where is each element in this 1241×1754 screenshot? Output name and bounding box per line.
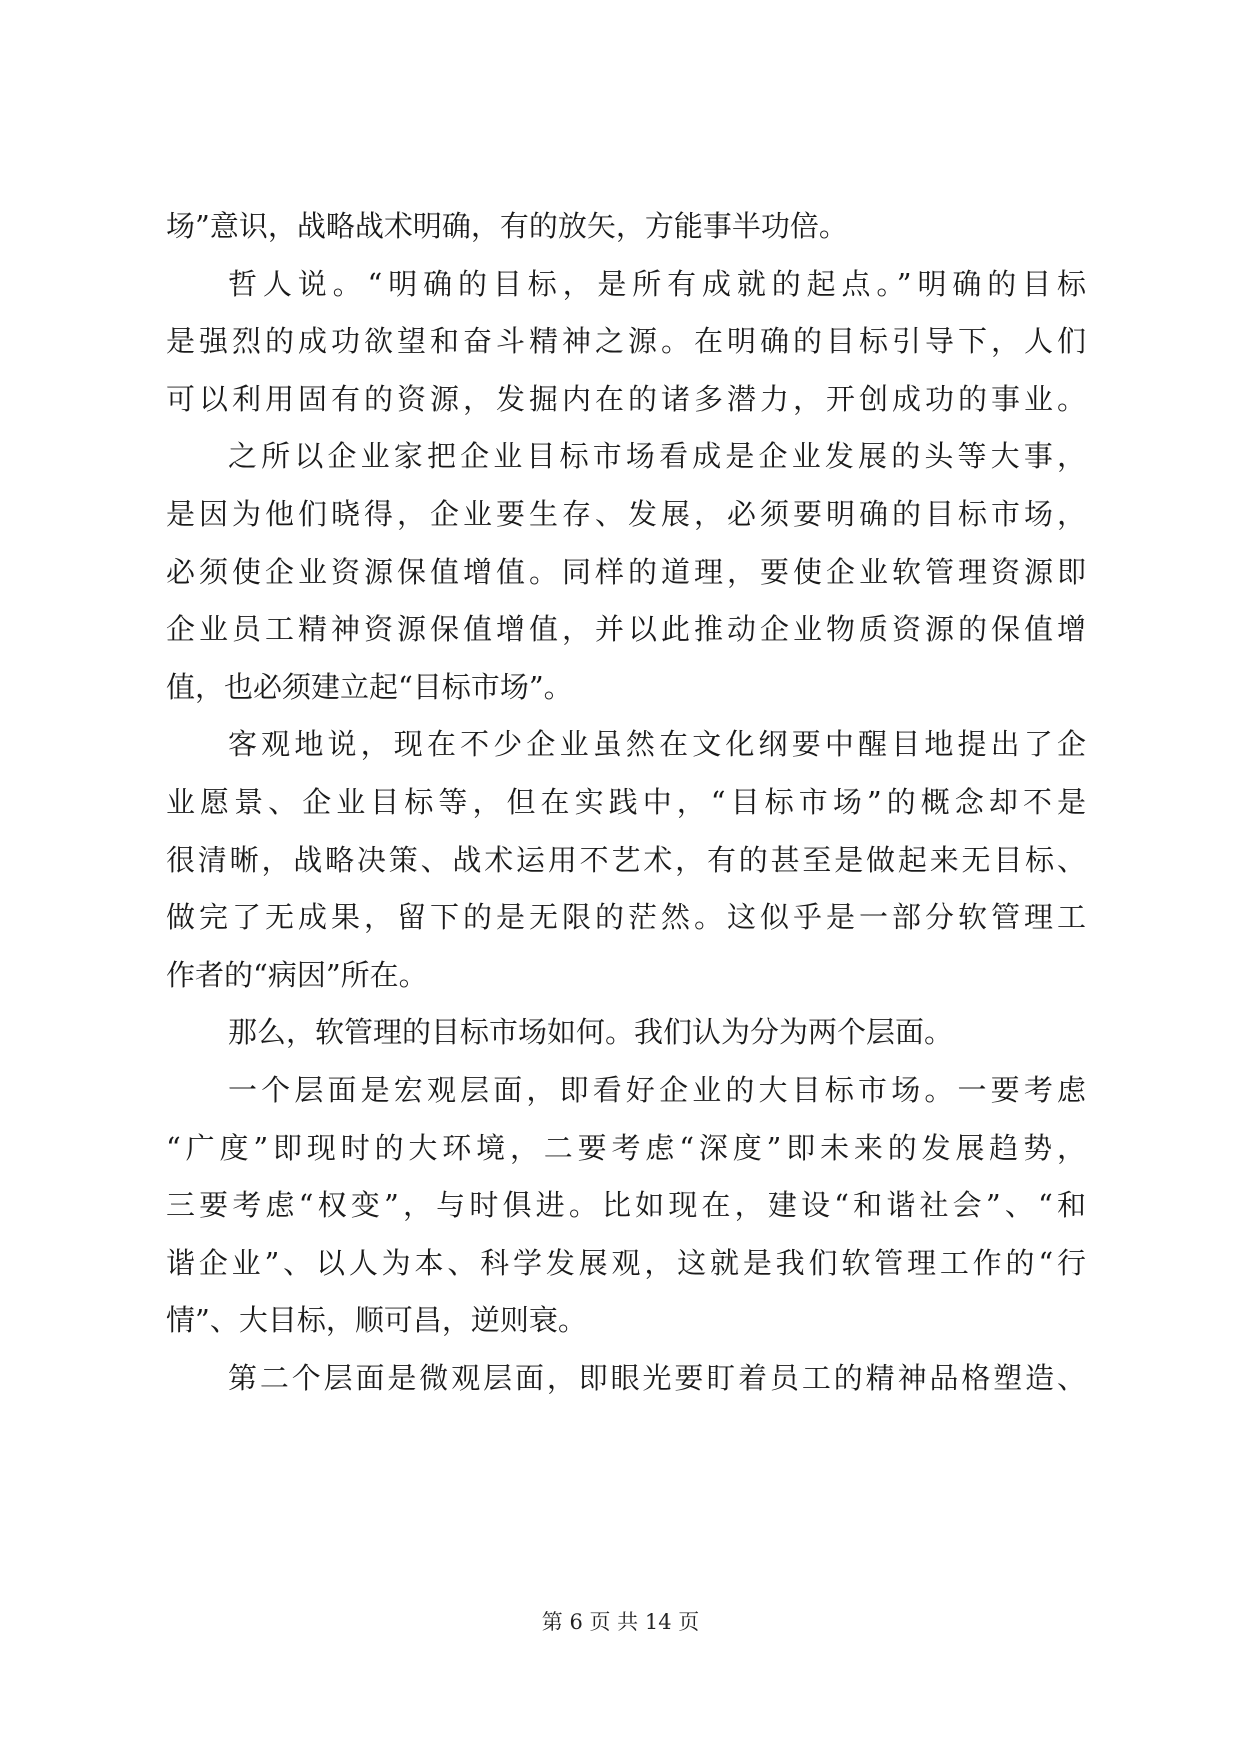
text-line: “广度”即现时的大环境，二要考虑“深度”即未来的发展趋势，: [166, 1130, 1086, 1165]
text-line: 第二个层面是微观层面，即眼光要盯着员工的精神品格塑造、: [228, 1360, 1086, 1395]
text-line: 业愿景、企业目标等，但在实践中，“目标市场”的概念却不是: [166, 784, 1086, 819]
text-line: 企业员工精神资源保值增值，并以此推动企业物质资源的保值增: [166, 612, 1086, 647]
text-line: 之所以企业家把企业目标市场看成是企业发展的头等大事，: [228, 439, 1086, 474]
text-line: 做完了无成果，留下的是无限的茫然。这似乎是一部分软管理工: [166, 900, 1086, 935]
text-line: 哲人说。“明确的目标，是所有成就的起点。”明确的目标: [228, 266, 1086, 301]
text-line: 是强烈的成功欲望和奋斗精神之源。在明确的目标引导下，人们: [166, 324, 1086, 359]
text-line: 作者的“病因”所在。: [166, 957, 428, 992]
text-line: 那么，软管理的目标市场如何。我们认为分为两个层面。: [228, 1015, 954, 1050]
text-line: 谐企业”、以人为本、科学发展观，这就是我们软管理工作的“行: [166, 1245, 1086, 1280]
page-number-footer: 第 6 页 共 14 页: [541, 1610, 700, 1634]
text-line: 一个层面是宏观层面，即看好企业的大目标市场。一要考虑: [228, 1072, 1086, 1107]
text-line: 是因为他们晓得，企业要生存、发展，必须要明确的目标市场，: [166, 496, 1086, 531]
text-line: 情”、大目标，顺可昌，逆则衰。: [166, 1303, 587, 1338]
text-line: 可以利用固有的资源，发掘内在的诸多潜力，开创成功的事业。: [166, 381, 1086, 416]
text-line: 值，也必须建立起“目标市场”。: [166, 669, 573, 704]
text-line: 必须使企业资源保值增值。同样的道理，要使企业软管理资源即: [166, 554, 1086, 589]
text-line: 很清晰，战略决策、战术运用不艺术，有的甚至是做起来无目标、: [166, 842, 1086, 877]
body-text: [166, 198, 1086, 1407]
text-line: 客观地说，现在不少企业虽然在文化纲要中醒目地提出了企: [228, 727, 1086, 762]
text-line: 三要考虑“权变”，与时俱进。比如现在，建设“和谐社会”、“和: [166, 1188, 1086, 1223]
text-line: 场”意识，战略战术明确，有的放矢，方能事半功倍。: [166, 209, 848, 243]
